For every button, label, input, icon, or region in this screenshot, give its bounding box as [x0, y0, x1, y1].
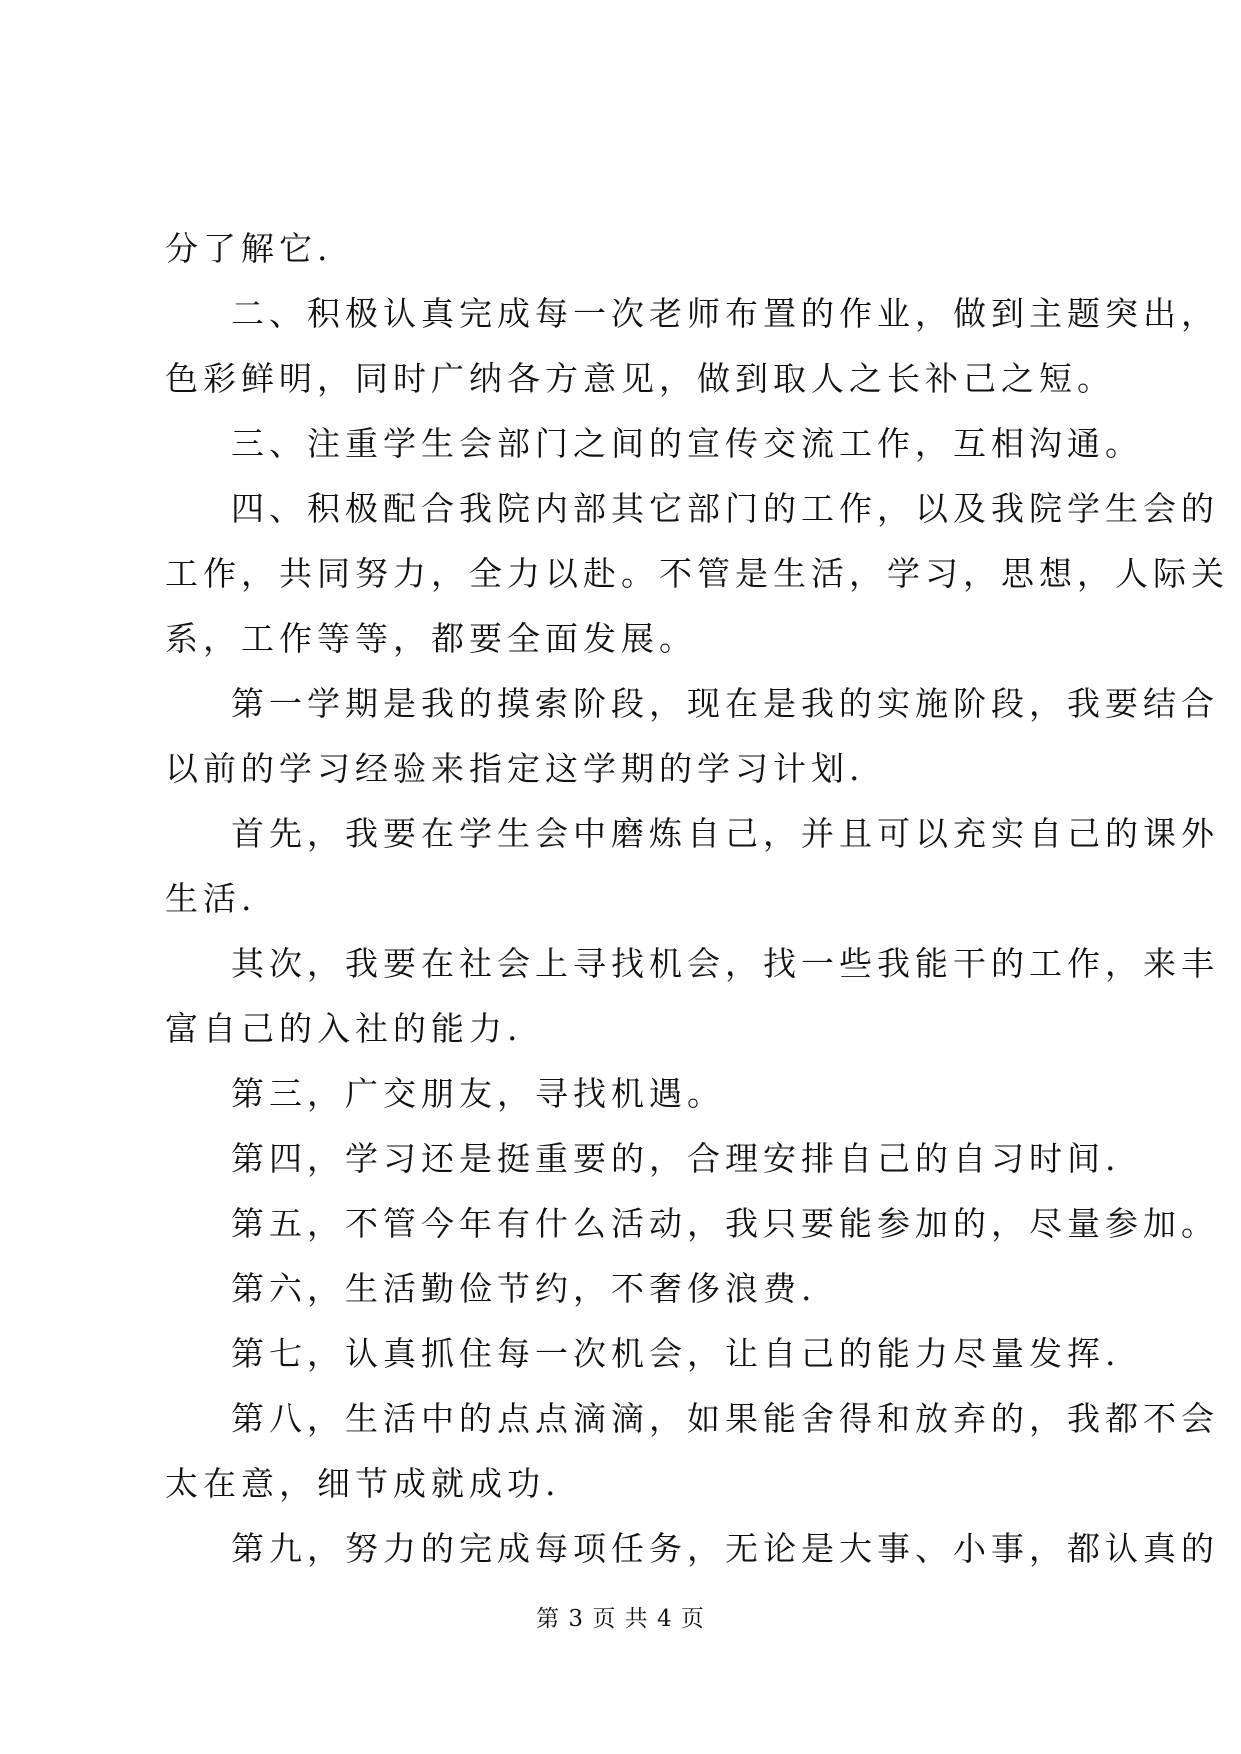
- text-line: 系，工作等等，都要全面发展。: [165, 619, 697, 658]
- page-number-footer: 第 3 页 共 4 页: [536, 1606, 705, 1632]
- text-line: 四、积极配合我院内部其它部门的工作，以及我院学生会的: [231, 489, 1219, 528]
- text-line: 第六，生活勤俭节约，不奢侈浪费.: [231, 1269, 817, 1308]
- text-line: 分了解它.: [165, 229, 333, 268]
- text-line: 富自己的入社的能力.: [165, 1009, 523, 1048]
- text-line: 第五，不管今年有什么活动，我只要能参加的，尽量参加。: [231, 1204, 1219, 1243]
- text-line: 第三，广交朋友，寻找机遇。: [231, 1074, 725, 1113]
- text-line: 第九，努力的完成每项任务，无论是大事、小事，都认真的: [231, 1529, 1219, 1568]
- text-line: 以前的学习经验来指定这学期的学习计划.: [165, 749, 865, 788]
- text-line: 色彩鲜明，同时广纳各方意见，做到取人之长补己之短。: [165, 359, 1115, 398]
- document-body: [165, 216, 1229, 1581]
- text-line: 第四，学习还是挺重要的，合理安排自己的自习时间.: [231, 1139, 1121, 1178]
- text-line: 其次，我要在社会上寻找机会，找一些我能干的工作，来丰: [231, 944, 1219, 983]
- text-line: 第一学期是我的摸索阶段，现在是我的实施阶段，我要结合: [231, 684, 1219, 723]
- text-line: 第八，生活中的点点滴滴，如果能舍得和放弃的，我都不会: [231, 1399, 1219, 1438]
- text-line: 二、积极认真完成每一次老师布置的作业，做到主题突出，: [231, 294, 1219, 333]
- text-line: 首先，我要在学生会中磨炼自己，并且可以充实自己的课外: [231, 814, 1219, 853]
- text-line: 工作，共同努力，全力以赴。不管是生活，学习，思想，人际关: [165, 554, 1229, 593]
- text-line: 生活.: [165, 879, 257, 918]
- text-line: 太在意，细节成就成功.: [165, 1464, 561, 1503]
- text-line: 三、注重学生会部门之间的宣传交流工作，互相沟通。: [231, 424, 1143, 463]
- text-line: 第七，认真抓住每一次机会，让自己的能力尽量发挥.: [231, 1334, 1121, 1373]
